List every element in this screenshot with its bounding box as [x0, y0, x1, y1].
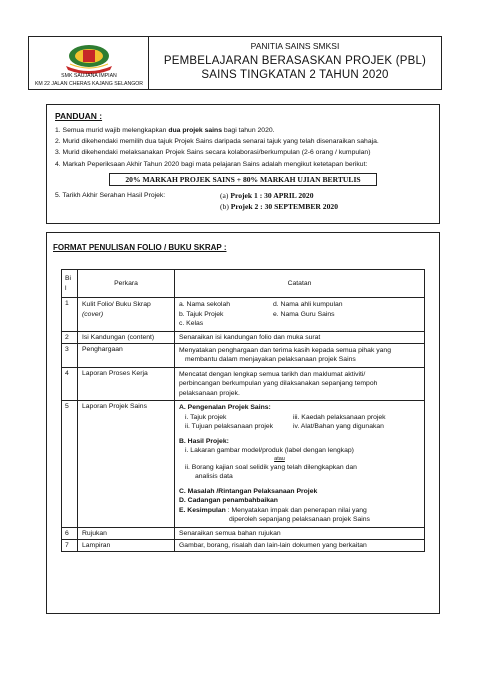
section-b-heading: B. Hasil Projek: — [179, 437, 229, 445]
section-c-heading: C. Masalah /Rintangan Pelaksanaan Projek — [179, 487, 318, 495]
deadline-b-text: Projek 2 : 30 SEPTEMBER 2020 — [230, 202, 338, 212]
row-catatan: Senaraikan semua bahan rujukan — [175, 527, 425, 539]
table-row — [62, 539, 425, 551]
format-table — [61, 269, 425, 552]
table-row — [62, 343, 425, 367]
section-a-ii: ii. Tujuan pelaksanaan projek — [185, 423, 274, 430]
col-perkara-header: Perkara — [78, 270, 175, 298]
col-catatan-header: Catatan — [175, 270, 425, 298]
catatan-line-3: pelaksanaan projek. — [179, 389, 240, 397]
title-block — [149, 37, 441, 89]
section-a-iv: iv. Alat/Bahan yang digunakan — [293, 423, 384, 430]
col-bil-header — [62, 270, 78, 298]
section-a-i: i. Tajuk projek — [185, 413, 227, 421]
col-bil-line1: Bi — [65, 275, 72, 282]
format-section — [46, 232, 440, 614]
row-number: 6 — [62, 527, 78, 539]
item1-text-end: bagi tahun 2020. — [221, 127, 275, 134]
section-e-heading: E. Kesimpulan — [179, 506, 226, 514]
markah-box: 20% MARKAH PROJEK SAINS + 80% MARKAH UJIAN BERTULIS — [109, 173, 377, 186]
catatan-line-1: Mencatat dengan lengkap semua tarikh dan maklumat aktiviti/ — [179, 370, 366, 378]
col-bil-line2: l — [65, 284, 67, 292]
row-number: 7 — [62, 539, 78, 551]
panduan-item-1 — [55, 125, 431, 136]
perkara-note: (cover) — [82, 310, 104, 318]
table-header-row — [62, 270, 425, 298]
school-block — [29, 37, 149, 89]
item1-text: 1. Semua murid wajib melengkapkan — [55, 127, 169, 134]
table-row — [62, 367, 425, 401]
row-catatan — [175, 401, 425, 528]
table-row — [62, 331, 425, 343]
row-perkara: Rujukan — [78, 527, 175, 539]
deadline-project-1 — [220, 190, 314, 202]
section-b-ii-line2: analisis data — [195, 473, 233, 480]
section-b-i: i. Lakaran gambar model/produk (label dengan lengkap) — [185, 447, 354, 454]
deadline-a-prefix: (a) — [220, 190, 231, 200]
row-perkara: Penghargaan — [78, 343, 175, 367]
row-number: 2 — [62, 331, 78, 343]
document-subtitle: SAINS TINGKATAN 2 TAHUN 2020 — [201, 69, 389, 81]
section-b-atau: atau — [274, 455, 285, 462]
row-number: 4 — [62, 367, 78, 401]
deadline-b-prefix: (b) — [220, 202, 231, 212]
deadline-project-2 — [220, 201, 338, 213]
section-b-ii-line1: ii. Borang kajian soal selidik yang telah dilengkapkan dan — [185, 463, 357, 471]
panduan-item-2: 2. Murid dikehendaki memilih dua tajuk Projek Sains daripada senarai tajuk yang telah disenaraikan sahaja. — [55, 138, 379, 146]
row-number: 5 — [62, 401, 78, 528]
row-number: 3 — [62, 343, 78, 367]
row-perkara: Laporan Projek Sains — [78, 401, 175, 528]
row-catatan: Gambar, borang, risalah dan lain-lain dokumen yang berkaitan — [175, 539, 425, 551]
section-d-heading: D. Cadangan penambahbaikan — [179, 497, 278, 504]
table-row — [62, 401, 425, 528]
deadline-a-text: Projek 1 : 30 APRIL 2020 — [230, 190, 314, 200]
row-perkara: Laporan Proses Kerja — [78, 367, 175, 401]
row-catatan — [175, 367, 425, 401]
panitia-label: PANITIA SAINS SMKSI — [250, 41, 340, 51]
panduan-heading: PANDUAN : — [55, 111, 103, 121]
date-row-b — [55, 201, 431, 213]
school-address: KM 22 JALAN CHERAS KAJANG SELANGOR — [34, 81, 144, 87]
catatan-c: c. Kelas — [179, 320, 204, 327]
row-catatan: Senaraikan isi kandungan folio dan muka surat — [175, 331, 425, 343]
school-logo — [60, 42, 118, 74]
section-e-text-1: : Menyatakan impak dan penerapan nilai yang — [225, 506, 367, 514]
document-title: PEMBELAJARAN BERASASKAN PROJEK (PBL) — [163, 55, 427, 67]
section-a-iii: iii. Kaedah pelaksanaan projek — [293, 413, 386, 421]
table-row — [62, 527, 425, 539]
section-a-heading: A. Pengenalan Projek Sains: — [179, 404, 271, 411]
catatan-line-2: membantu dalam menjayakan pelaksanaan projek Sains — [185, 356, 356, 363]
format-heading: FORMAT PENULISAN FOLIO / BUKU SKRAP : — [53, 243, 227, 252]
panduan-item-3: 3. Murid dikehendaki melaksanakan Projek Sains secara kolaborasi/berkumpulan (2-6 orang / kumpulan) — [55, 149, 371, 157]
panduan-item-4: 4. Markah Peperiksaan Akhir Tahun 2020 bagi mata pelajaran Sains adalah mengikut ketetapan berikut: — [55, 160, 368, 168]
catatan-line-1: Menyatakan penghargaan dan terima kasih kepada semua pihak yang — [179, 346, 391, 354]
row-number: 1 — [62, 298, 78, 332]
row-catatan — [175, 298, 425, 332]
school-name: SMK SAUJANA IMPIAN — [61, 73, 117, 79]
catatan-b: b. Tajuk Projek — [179, 310, 224, 318]
panduan-section — [46, 104, 440, 224]
document-header — [28, 36, 442, 90]
item1-bold: dua projek sains — [168, 127, 222, 134]
table-row — [62, 298, 425, 332]
catatan-e: e. Nama Guru Sains — [273, 310, 335, 318]
row-catatan — [175, 343, 425, 367]
date-row-a — [55, 190, 431, 202]
catatan-a: a. Nama sekolah — [179, 301, 231, 308]
row-perkara — [78, 298, 175, 332]
perkara-text: Kulit Folio/ Buku Skrap — [82, 301, 151, 308]
panduan-item-5: 5. Tarikh Akhir Serahan Hasil Projek: — [55, 191, 166, 199]
row-perkara: Lampiran — [78, 539, 175, 551]
catatan-line-2: perbincangan berkumpulan yang dilaksanakan sepanjang tempoh — [179, 380, 378, 387]
row-perkara: Isi Kandungan (content) — [78, 331, 175, 343]
catatan-d: d. Nama ahli kumpulan — [273, 301, 343, 308]
section-e-text-2: diperoleh sepanjang pelaksanaan projek Sains — [229, 516, 370, 523]
